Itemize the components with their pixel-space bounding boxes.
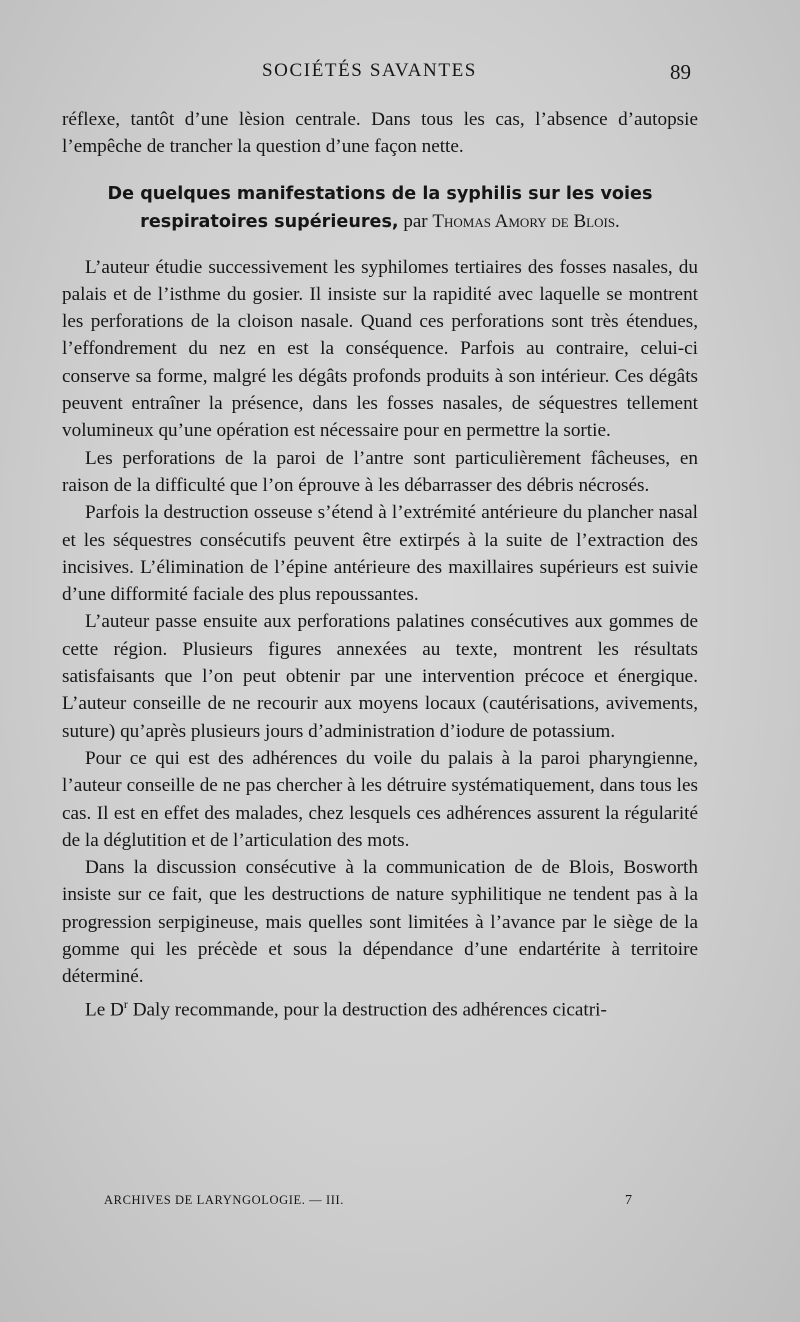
paragraph: Parfois la destruction osseuse s’étend à l’extrémité antérieure du plancher nasal et les séquestres consécutifs peuvent être extirpés à la suite de l’extraction des incisives. L’élimination de l’épine antérieure des maxillaires supérieurs est suivie d’une difformité faciale des plus repoussantes.: [62, 502, 698, 606]
paragraph: Les perforations de la paroi de l’antre sont particulièrement fâcheuses, en raison de la difficulté que l’on éprouve à les débarrasser des débris nécrosés.: [62, 447, 698, 496]
body-text: [62, 106, 698, 1023]
paragraph: Pour ce qui est des adhérences du voile du palais à la paroi pharyngienne, l’auteur conseille de ne pas chercher à les détruire systématiquement, dans tous les cas. Il est en effet des malades, chez lesquels ces adhérences assurent la régularité de la déglutition et de l’articulation des mots.: [62, 747, 698, 851]
running-head: [0, 60, 800, 90]
section-author: Thomas Amory de Blois.: [432, 210, 620, 232]
paragraph: Dans la discussion consécutive à la communication de de Blois, Bosworth insiste sur ce fait, que les destructions de nature syphilitique ne tendent pas à la progression serpigineuse, mais quelles sont limitées à l’avance par le siège de la gomme qui les précède et sous la dépendance d’une endartérite à territoire déterminé.: [62, 857, 698, 988]
section-title-by: par: [398, 210, 433, 232]
journal-footer: ARCHIVES DE LARYNGOLOGIE. — III.: [104, 1193, 345, 1207]
paragraph: L’auteur étudie successivement les syphilomes tertiaires des fosses nasales, du palais et de l’isthme du gosier. Il insiste sur la rapidité avec laquelle se montrent les perforations de la cloison nasale. Quand ces perforations sont très étendues, l’effondrement du nez en est la conséquence. Parfois au contraire, celui-ci conserve sa forme, malgré les dégâts profonds produits à son intérieur. Ces dégâts peuvent entraîner la présence, dans les fosses nasales, de séquestres tellement volumineux qu’une opération est nécessaire pour en permettre la sortie.: [62, 256, 698, 442]
section-title: [62, 181, 698, 236]
page-footer: [0, 1193, 800, 1217]
signature-mark: 7: [625, 1193, 633, 1208]
page-number: 89: [670, 60, 691, 84]
paragraph-end: Daly recommande, pour la destruction des adhérences cicatri-: [127, 999, 607, 1020]
paragraph-continued: réflexe, tantôt d’une lèsion centrale. Dans tous les cas, l’absence d’autopsie l’empêche de trancher la question d’une façon nette.: [62, 109, 698, 158]
paragraph-start: Le D: [85, 999, 124, 1020]
section-title-text: De quelques manifestations de la syphilis sur les voies respiratoires supérieures,: [107, 183, 653, 232]
superscript: r: [123, 996, 128, 1011]
running-head-title: SOCIÉTÉS SAVANTES: [262, 60, 477, 81]
paragraph: [62, 991, 698, 1024]
paragraph: L’auteur passe ensuite aux perforations palatines consécutives aux gommes de cette région. Plusieurs figures annexées au texte, montrent les résultats satisfaisants que l’on peut obtenir par une intervention précoce et énergique. L’auteur conseille de ne recourir aux moyens locaux (cautérisations, avivements, suture) qu’après plusieurs jours d’administration d’iodure de potassium.: [62, 611, 698, 742]
